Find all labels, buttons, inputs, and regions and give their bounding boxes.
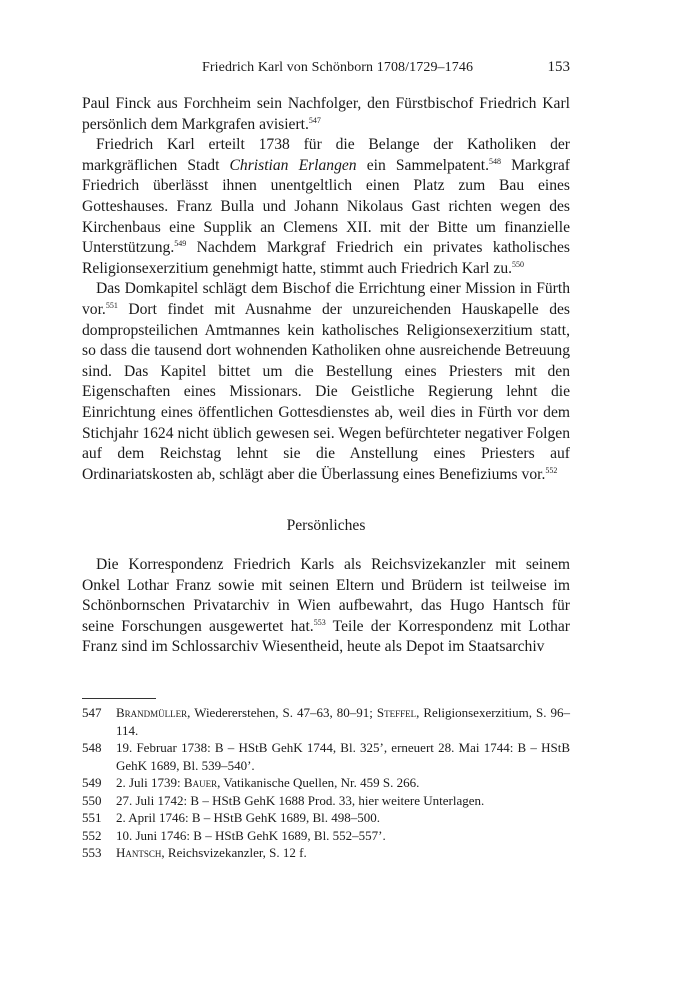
section-heading: Persönliches bbox=[286, 517, 366, 534]
paragraph-2 bbox=[82, 135, 570, 279]
footnotes bbox=[82, 704, 570, 862]
footnote-number: 551 bbox=[82, 810, 102, 825]
footnote-number: 553 bbox=[82, 845, 102, 860]
footnote-ref-549[interactable]: 549 bbox=[174, 239, 187, 249]
footnote-549 bbox=[82, 774, 570, 792]
footnote-553 bbox=[82, 844, 570, 862]
body-text bbox=[82, 94, 570, 485]
footnote-text: 27. Juli 1742: B – HStB GehK 1688 Prod. 33, hier weitere Unterlagen. bbox=[116, 792, 485, 808]
footnote-number: 550 bbox=[82, 792, 102, 808]
paragraph-2-text-d: Nachdem Markgraf Friedrich ein privates katholisches Religionsexerzitium genehmigt hatte, stimmt auch Friedrich Karl zu. bbox=[82, 239, 570, 277]
paragraph-4-text-a: Die Korrespondenz Friedrich Karls als Reichsvizekanzler mit seinem Onkel Lothar Franz sowie mit seinen Eltern und Brüdern ist teilweise im Schönbornschen Privatarchiv in Wien aufbewahrt, das Hugo Hantsch für seine Forschungen ausgewertet hat. bbox=[82, 556, 570, 635]
footnote-552 bbox=[82, 827, 570, 845]
footnote-number: 552 bbox=[82, 827, 102, 843]
footnote-number: 547 bbox=[82, 705, 102, 720]
footnote-ref-553[interactable]: 553 bbox=[313, 617, 326, 627]
footnote-547 bbox=[82, 704, 570, 739]
footnote-ref-547[interactable]: 547 bbox=[308, 115, 321, 125]
footnote-text: , Religionsexerzitium, S. 96–114. bbox=[116, 705, 570, 738]
paragraph-2-text-a: Friedrich Karl erteilt 1738 für die Belange der Katholiken der markgräflichen Stadt bbox=[82, 136, 570, 174]
footnote-number: 549 bbox=[82, 775, 102, 790]
page-number: 153 bbox=[547, 59, 570, 75]
footnote-text: , Reichsvizekanzler, S. 12 f. bbox=[161, 845, 307, 860]
paragraph-1 bbox=[82, 94, 570, 135]
footnote-text: 19. Februar 1738: B – HStB GehK 1744, Bl. 325’, erneuert 28. Mai 1744: B – HStB GehK 1689, Bl. 539–540’. bbox=[116, 740, 570, 773]
author-name: Hantsch bbox=[116, 845, 162, 860]
footnote-text: 10. Juni 1746: B – HStB GehK 1689, Bl. 552–557’. bbox=[116, 827, 386, 843]
italic-place-name: Christian Erlangen bbox=[229, 156, 357, 174]
footnote-550 bbox=[82, 792, 570, 810]
running-title: Friedrich Karl von Schönborn 1708/1729–1746 bbox=[202, 60, 474, 75]
paragraph-4 bbox=[82, 555, 570, 658]
author-name: Brandmüller bbox=[116, 705, 188, 720]
footnote-divider bbox=[82, 698, 156, 699]
running-header bbox=[82, 60, 570, 82]
footnote-ref-552[interactable]: 552 bbox=[545, 465, 558, 475]
footnote-551 bbox=[82, 809, 570, 827]
footnote-text: 2. Juli 1739: bbox=[116, 775, 184, 790]
paragraph-4-text-b: Teile der Korrespondenz mit Lothar Franz sind im Schlossarchiv Wiesentheid, heute als Depot im Staatsarchiv bbox=[82, 617, 570, 656]
author-name: Steffel bbox=[376, 705, 417, 720]
paragraph-2-text-c: Markgraf Friedrich überlässt ihnen unentgeltlich einen Platz zum Bau eines Gotteshauses. Franz Bulla und Johann Nikolaus Gast richten wegen des Kirchenbaus eine Supplik an Clemens XII. mit der Bitte um finanzielle Unterstützung. bbox=[82, 156, 570, 257]
author-name: Bauer bbox=[183, 775, 218, 790]
footnote-text: , Vatikanische Quellen, Nr. 459 S. 266. bbox=[217, 775, 420, 790]
paragraph-3-text-b: Dort findet mit Ausnahme der unzureichenden Hauskapelle des dompropsteilichen Amtmannes kein katholisches Religionsexerzitium statt, so dass die tausend dort wohnenden Katholiken ohne ausreichende Betreuung sind. Das Kapitel bittet um die Bestellung eines Priesters mit den Eigenschaften eines Missionars. Die Geistliche Regierung lehnt die Einrichtung eines öffentlichen Gottesdienstes ab, weil dies in Fürth vor dem Stichjahr 1624 nicht üblich gewesen sei. Wegen befürchteter negativer Folgen auf dem Reichstag lehnt sie die Anstellung eines Priesters auf Ordinariatskosten ab, schlägt aber die Überlassung eines Benefiziums vor. bbox=[82, 300, 570, 483]
footnote-ref-551[interactable]: 551 bbox=[105, 300, 118, 310]
footnote-text: , Wiedererstehen, S. 47–63, 80–91; bbox=[187, 705, 377, 720]
paragraph-3 bbox=[82, 279, 570, 485]
footnote-number: 548 bbox=[82, 740, 102, 755]
body-text-section-2 bbox=[82, 555, 570, 658]
footnote-ref-548[interactable]: 548 bbox=[489, 156, 501, 166]
footnote-548 bbox=[82, 739, 570, 774]
paragraph-3-text-a: Das Domkapitel schlägt dem Bischof die Errichtung einer Mission in Fürth vor. bbox=[82, 280, 570, 318]
paragraph-2-text-b: ein Sammelpatent. bbox=[356, 156, 489, 174]
paragraph-1-text: Paul Finck aus Forchheim sein Nachfolger, den Fürstbischof Friedrich Karl persönlich dem Markgrafen avisiert. bbox=[82, 95, 570, 133]
footnote-ref-550[interactable]: 550 bbox=[512, 259, 525, 269]
footnote-text: 2. April 1746: B – HStB GehK 1689, Bl. 498–500. bbox=[116, 810, 380, 825]
